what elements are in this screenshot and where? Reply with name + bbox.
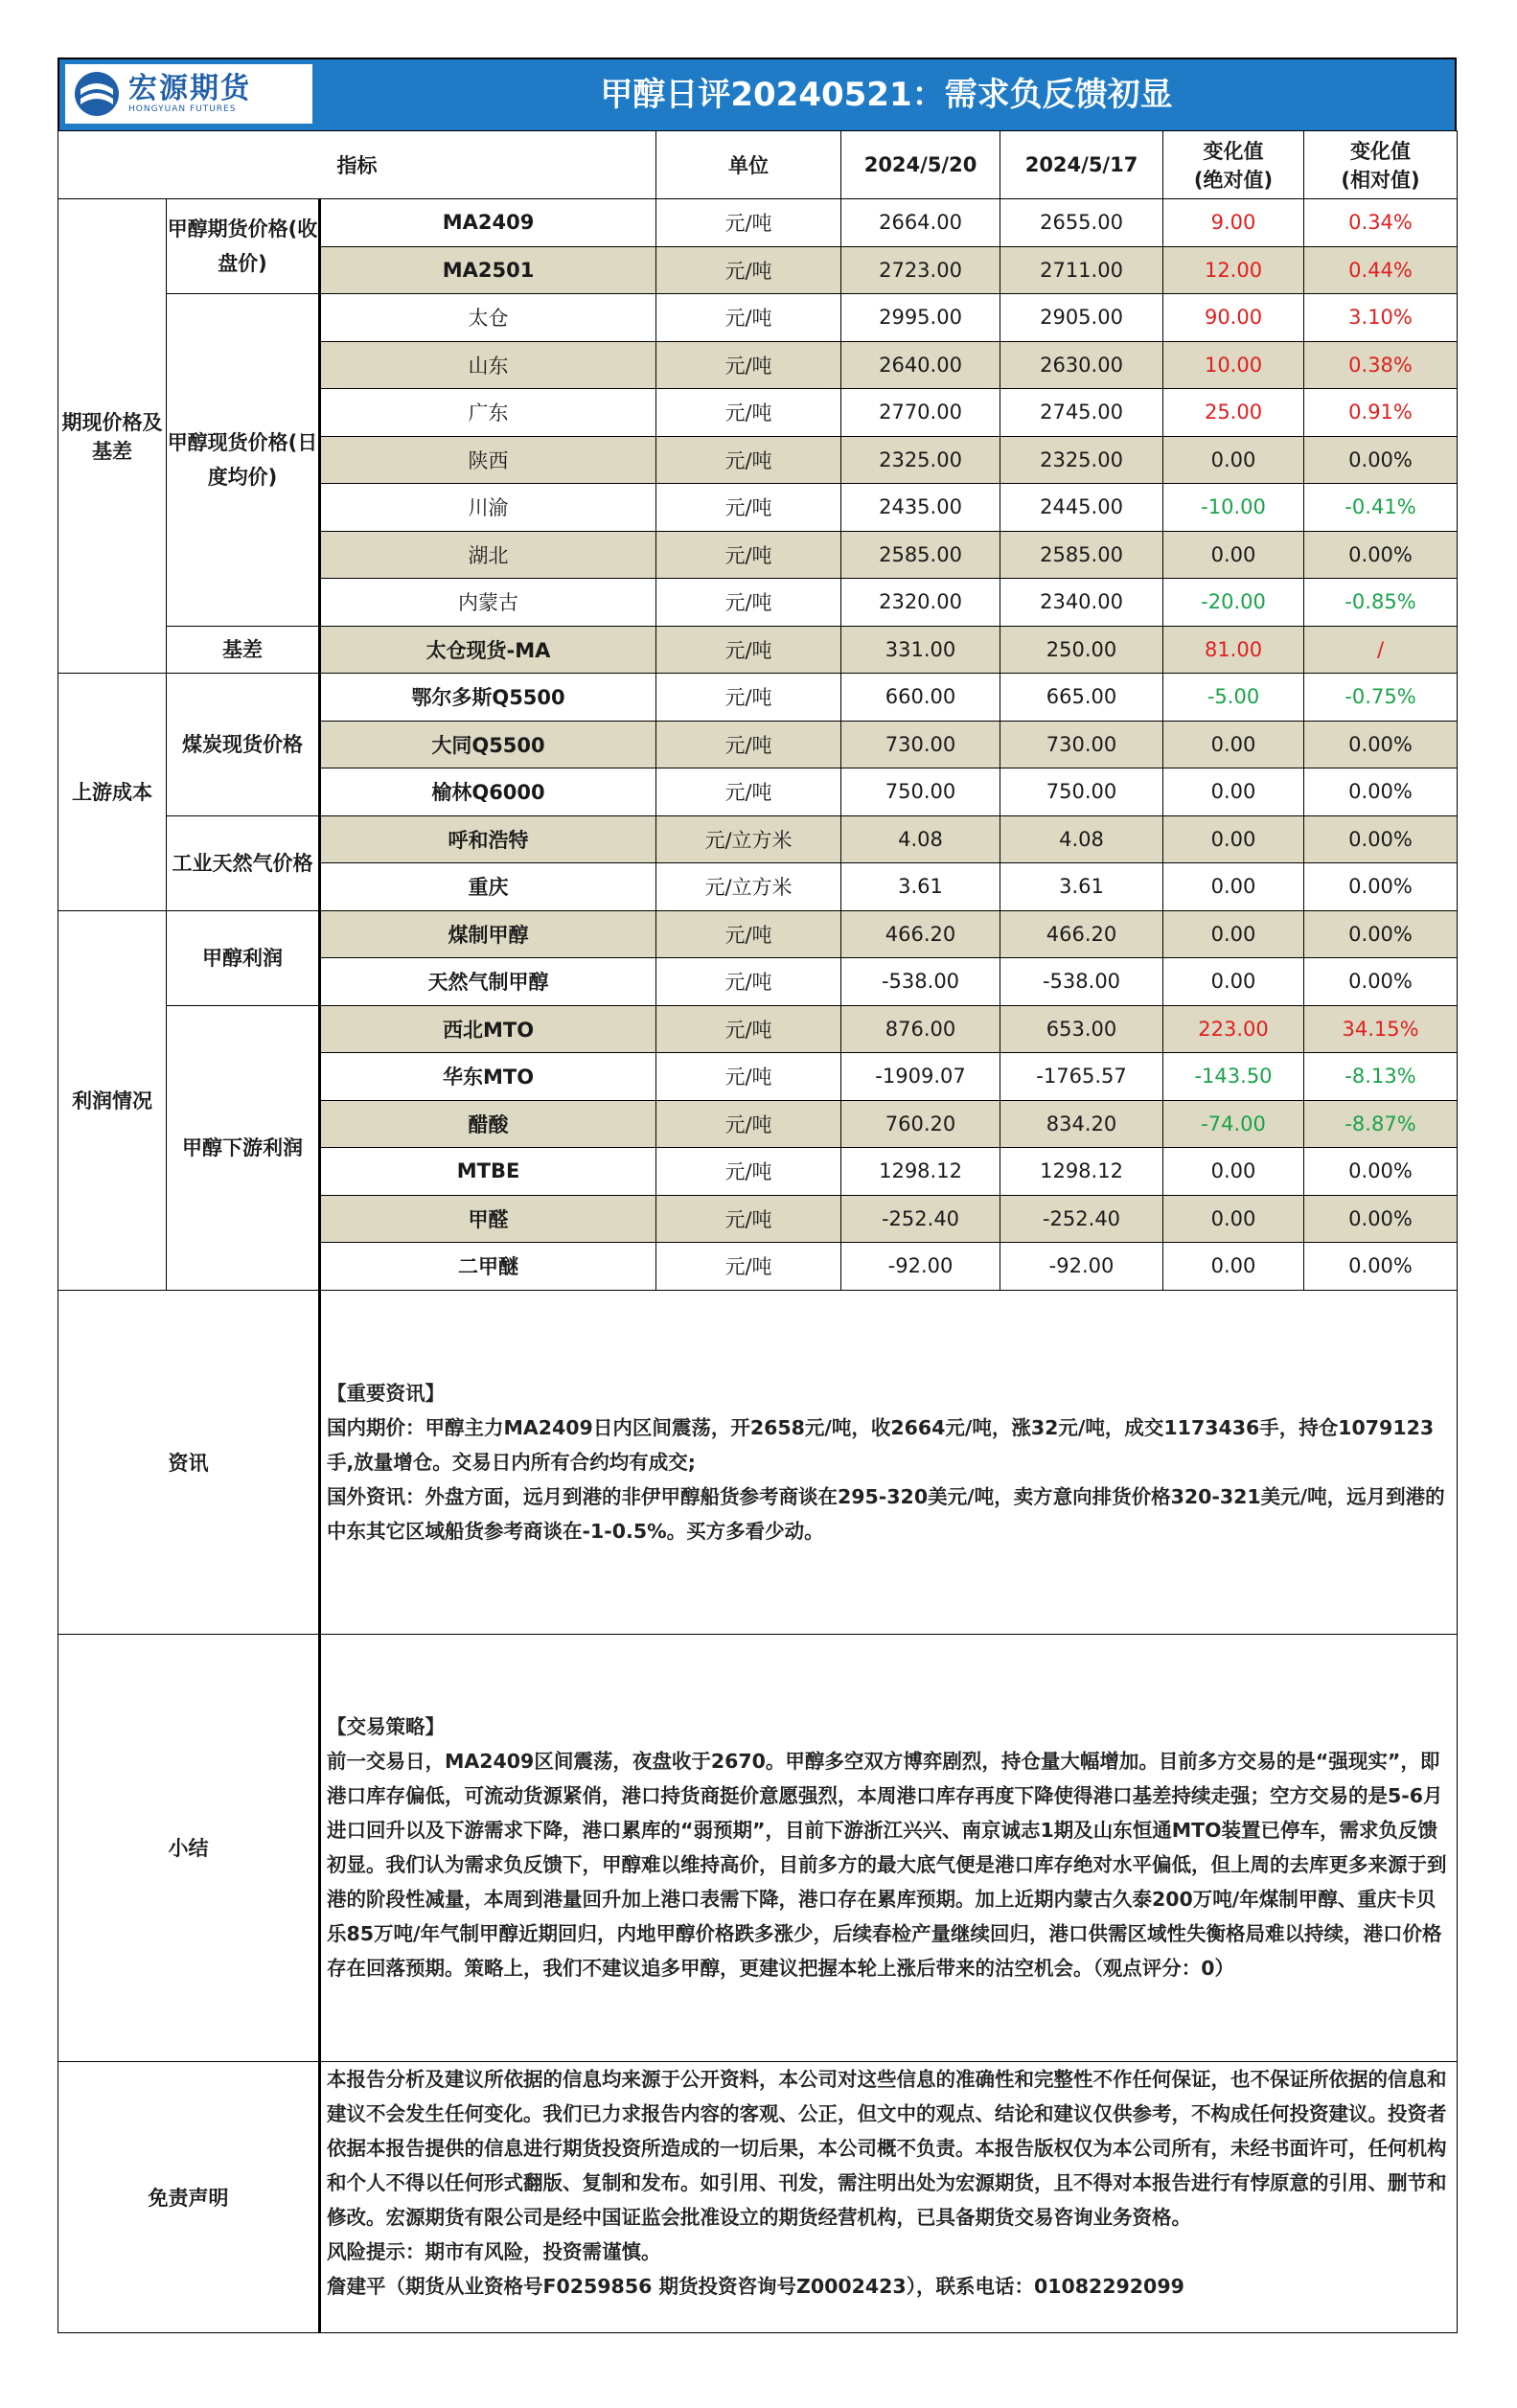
title-bar: [57, 57, 1457, 130]
row-value-current: 2585.00: [841, 531, 1000, 579]
row-change-abs: 0.00: [1163, 1195, 1304, 1243]
row-change-abs: 0.00: [1163, 910, 1304, 958]
row-change-rel: 0.00%: [1304, 815, 1458, 863]
row-value-current: 2320.00: [841, 579, 1000, 627]
row-change-abs: 90.00: [1163, 294, 1304, 342]
news-content: [320, 1290, 1458, 1634]
row-value-current: 1298.12: [841, 1148, 1000, 1196]
group-label: 甲醇下游利润: [167, 1005, 320, 1290]
row-unit: 元/吨: [656, 674, 841, 722]
row-unit: 元/吨: [656, 910, 841, 958]
news-domestic: 国内期价：甲醇主力MA2409日内区间震荡，开2658元/吨，收2664元/吨，涨32元/吨，成交1173436手，持仓1079123手,放量增仓。交易日内所有合约均有成交;: [327, 1415, 1435, 1474]
row-value-previous: 2711.00: [1000, 246, 1163, 294]
row-name: 鄂尔多斯Q5500: [320, 674, 656, 722]
row-unit: 元/吨: [656, 1195, 841, 1243]
row-value-current: 2995.00: [841, 294, 1000, 342]
row-unit: 元/吨: [656, 1005, 841, 1053]
row-value-previous: 3.61: [1000, 863, 1163, 911]
row-change-abs: 12.00: [1163, 246, 1304, 294]
row-unit: 元/吨: [656, 958, 841, 1006]
row-unit: 元/吨: [656, 531, 841, 579]
row-change-rel: 3.10%: [1304, 294, 1458, 342]
header-abs: 变化值 (绝对值): [1163, 131, 1304, 199]
logo-name-cn: 宏源期货: [128, 72, 251, 105]
group-label: 甲醇利润: [167, 910, 320, 1005]
row-unit: 元/立方米: [656, 863, 841, 911]
report-title: 甲醇日评20240521：需求负反馈初显: [600, 76, 1173, 114]
news-overseas: 国外资讯：外盘方面，远月到港的非伊甲醇船货参考商谈在295-320美元/吨，卖方意向排货价格320-321美元/吨，远月到港的中东其它区域船货参考商谈在-1-0.5%。买方多看少动。: [327, 1484, 1445, 1543]
row-change-abs: -74.00: [1163, 1100, 1304, 1148]
row-value-previous: -92.00: [1000, 1243, 1163, 1291]
row-unit: 元/吨: [656, 1243, 841, 1291]
group-label: 煤炭现货价格: [167, 674, 320, 816]
row-unit: 元/吨: [656, 1053, 841, 1101]
row-value-current: 876.00: [841, 1005, 1000, 1053]
row-name: 榆林Q6000: [320, 768, 656, 816]
row-value-previous: 250.00: [1000, 626, 1163, 674]
row-unit: 元/吨: [656, 579, 841, 627]
row-value-current: -538.00: [841, 958, 1000, 1006]
disclaimer-label: 免责声明: [58, 2061, 320, 2332]
row-change-rel: /: [1304, 626, 1458, 674]
row-value-current: 2325.00: [841, 436, 1000, 484]
row-change-abs: 0.00: [1163, 1148, 1304, 1196]
row-value-current: 2640.00: [841, 341, 1000, 389]
report-sheet: [57, 57, 1457, 2333]
row-unit: 元/吨: [656, 389, 841, 437]
row-change-abs: 9.00: [1163, 199, 1304, 247]
risk-warning: 风险提示：期市有风险，投资需谨慎。: [327, 2239, 661, 2263]
row-name: MA2501: [320, 246, 656, 294]
header-date2: 2024/5/17: [1000, 131, 1163, 199]
table-row: [58, 199, 1458, 247]
row-name: 重庆: [320, 863, 656, 911]
row-name: 山东: [320, 341, 656, 389]
row-value-previous: 466.20: [1000, 910, 1163, 958]
table-row: [58, 815, 1458, 863]
logo-mark-icon: [73, 70, 121, 118]
table-row: [58, 1005, 1458, 1053]
row-change-rel: 0.38%: [1304, 341, 1458, 389]
table-row: [58, 294, 1458, 342]
row-value-current: 2770.00: [841, 389, 1000, 437]
row-value-previous: 750.00: [1000, 768, 1163, 816]
row-change-rel: 0.34%: [1304, 199, 1458, 247]
row-change-abs: 25.00: [1163, 389, 1304, 437]
row-change-abs: -143.50: [1163, 1053, 1304, 1101]
row-value-current: 3.61: [841, 863, 1000, 911]
row-unit: 元/吨: [656, 626, 841, 674]
row-change-rel: 0.91%: [1304, 389, 1458, 437]
row-value-previous: 2655.00: [1000, 199, 1163, 247]
disclaimer-content: [320, 2061, 1458, 2332]
row-value-previous: 2340.00: [1000, 579, 1163, 627]
row-name: 甲醛: [320, 1195, 656, 1243]
header-indicator: 指标: [58, 131, 656, 199]
row-value-previous: 2325.00: [1000, 436, 1163, 484]
author-line: 詹建平（期货从业资格号F0259856 期货投资咨询号Z0002423），联系电话：01082292099: [327, 2274, 1184, 2298]
header-unit: 单位: [656, 131, 841, 199]
group-label: 甲醇期货价格(收盘价): [167, 199, 320, 294]
row-name: MTBE: [320, 1148, 656, 1196]
row-name: 陕西: [320, 436, 656, 484]
summary-heading: 【交易策略】: [327, 1715, 445, 1738]
row-change-rel: 0.00%: [1304, 1243, 1458, 1291]
row-change-rel: 0.44%: [1304, 246, 1458, 294]
row-change-rel: 0.00%: [1304, 958, 1458, 1006]
row-unit: 元/吨: [656, 246, 841, 294]
row-name: 天然气制甲醇: [320, 958, 656, 1006]
row-value-current: 660.00: [841, 674, 1000, 722]
data-table: [57, 130, 1458, 2333]
row-value-current: 466.20: [841, 910, 1000, 958]
row-unit: 元/立方米: [656, 815, 841, 863]
header-date1: 2024/5/20: [841, 131, 1000, 199]
row-unit: 元/吨: [656, 1148, 841, 1196]
row-value-current: 760.20: [841, 1100, 1000, 1148]
row-change-abs: 0.00: [1163, 1243, 1304, 1291]
row-value-previous: 2745.00: [1000, 389, 1163, 437]
row-change-abs: 0.00: [1163, 436, 1304, 484]
row-value-current: 2723.00: [841, 246, 1000, 294]
table-header: [58, 131, 1458, 199]
row-change-abs: 0.00: [1163, 815, 1304, 863]
row-change-rel: -0.41%: [1304, 484, 1458, 532]
row-name: 太仓现货-MA: [320, 626, 656, 674]
section-label: 上游成本: [58, 674, 167, 911]
row-change-abs: 0.00: [1163, 958, 1304, 1006]
news-heading: 【重要资讯】: [327, 1381, 445, 1405]
company-logo: [65, 64, 312, 124]
row-name: 西北MTO: [320, 1005, 656, 1053]
row-change-rel: 0.00%: [1304, 910, 1458, 958]
row-change-rel: -8.87%: [1304, 1100, 1458, 1148]
row-unit: 元/吨: [656, 484, 841, 532]
row-change-rel: 0.00%: [1304, 436, 1458, 484]
summary-content: [320, 1634, 1458, 2061]
row-unit: 元/吨: [656, 341, 841, 389]
row-name: 煤制甲醇: [320, 910, 656, 958]
disclaimer-body: 本报告分析及建议所依据的信息均来源于公开资料，本公司对这些信息的准确性和完整性不作任何保证，也不保证所依据的信息和建议不会发生任何变化。我们已力求报告内容的客观、公正，但文中的观点、结论和建议仅供参考，不构成任何投资建议。投资者依据本报告提供的信息进行期货投资所造成的一切后果，本公司概不负责。本报告版权仅为本公司所有，未经书面许可，任何机构和个人不得以任何形式翻版、复制和发布。如引用、刊发，需注明出处为宏源期货，且不得对本报告进行有悖原意的引用、删节和修改。宏源期货有限公司是经中国证监会批准设立的期货经营机构，已具备期货交易咨询业务资格。: [327, 2067, 1447, 2229]
header-rel: 变化值 (相对值): [1304, 131, 1458, 199]
row-name: 川渝: [320, 484, 656, 532]
row-change-rel: 0.00%: [1304, 1148, 1458, 1196]
row-unit: 元/吨: [656, 199, 841, 247]
row-unit: 元/吨: [656, 436, 841, 484]
logo-name-en: HONGYUAN FUTURES: [128, 104, 237, 114]
row-unit: 元/吨: [656, 1100, 841, 1148]
row-value-previous: 653.00: [1000, 1005, 1163, 1053]
row-change-abs: 223.00: [1163, 1005, 1304, 1053]
row-change-abs: 0.00: [1163, 768, 1304, 816]
row-change-abs: -10.00: [1163, 484, 1304, 532]
row-name: 华东MTO: [320, 1053, 656, 1101]
row-change-rel: 34.15%: [1304, 1005, 1458, 1053]
row-change-abs: 10.00: [1163, 341, 1304, 389]
row-value-previous: -1765.57: [1000, 1053, 1163, 1101]
row-unit: 元/吨: [656, 768, 841, 816]
row-value-current: 730.00: [841, 721, 1000, 768]
row-name: 太仓: [320, 294, 656, 342]
section-label: 期现价格及基差: [58, 199, 167, 674]
news-row: [58, 1290, 1458, 1634]
row-value-previous: 1298.12: [1000, 1148, 1163, 1196]
row-change-abs: -20.00: [1163, 579, 1304, 627]
row-value-current: 2664.00: [841, 199, 1000, 247]
row-unit: 元/吨: [656, 294, 841, 342]
news-label: 资讯: [58, 1290, 320, 1634]
row-change-abs: -5.00: [1163, 674, 1304, 722]
row-value-previous: 2630.00: [1000, 341, 1163, 389]
row-value-current: 750.00: [841, 768, 1000, 816]
row-value-current: -1909.07: [841, 1053, 1000, 1101]
row-value-current: 4.08: [841, 815, 1000, 863]
row-value-current: 331.00: [841, 626, 1000, 674]
row-change-abs: 0.00: [1163, 531, 1304, 579]
table-row: [58, 910, 1458, 958]
row-value-previous: 665.00: [1000, 674, 1163, 722]
row-value-previous: 4.08: [1000, 815, 1163, 863]
row-value-previous: 2905.00: [1000, 294, 1163, 342]
group-label: 工业天然气价格: [167, 815, 320, 910]
row-change-abs: 0.00: [1163, 721, 1304, 768]
row-change-rel: -0.85%: [1304, 579, 1458, 627]
row-change-rel: 0.00%: [1304, 768, 1458, 816]
group-label: 甲醇现货价格(日度均价): [167, 294, 320, 627]
section-label: 利润情况: [58, 910, 167, 1290]
row-name: 呼和浩特: [320, 815, 656, 863]
row-value-current: -252.40: [841, 1195, 1000, 1243]
row-name: 广东: [320, 389, 656, 437]
row-unit: 元/吨: [656, 721, 841, 768]
row-name: 醋酸: [320, 1100, 656, 1148]
row-value-previous: 730.00: [1000, 721, 1163, 768]
row-value-previous: -538.00: [1000, 958, 1163, 1006]
row-change-abs: 81.00: [1163, 626, 1304, 674]
row-change-rel: 0.00%: [1304, 863, 1458, 911]
row-name: 二甲醚: [320, 1243, 656, 1291]
row-value-previous: -252.40: [1000, 1195, 1163, 1243]
row-value-current: -92.00: [841, 1243, 1000, 1291]
summary-row: [58, 1634, 1458, 2061]
table-row: [58, 626, 1458, 674]
row-change-rel: 0.00%: [1304, 531, 1458, 579]
row-value-previous: 2585.00: [1000, 531, 1163, 579]
group-label: 基差: [167, 626, 320, 674]
row-value-previous: 834.20: [1000, 1100, 1163, 1148]
row-change-abs: 0.00: [1163, 863, 1304, 911]
disclaimer-row: [58, 2061, 1458, 2332]
row-name: 内蒙古: [320, 579, 656, 627]
row-change-rel: -8.13%: [1304, 1053, 1458, 1101]
row-name: 大同Q5500: [320, 721, 656, 768]
table-row: [58, 674, 1458, 722]
row-change-rel: -0.75%: [1304, 674, 1458, 722]
row-change-rel: 0.00%: [1304, 721, 1458, 768]
summary-label: 小结: [58, 1634, 320, 2061]
row-value-current: 2435.00: [841, 484, 1000, 532]
row-value-previous: 2445.00: [1000, 484, 1163, 532]
row-change-rel: 0.00%: [1304, 1195, 1458, 1243]
row-name: 湖北: [320, 531, 656, 579]
summary-body: 前一交易日，MA2409区间震荡，夜盘收于2670。甲醇多空双方博弈剧烈，持仓量大幅增加。目前多方交易的是“强现实”，即港口库存偏低，可流动货源紧俏，港口持货商挺价意愿强烈，本周港口库存再度下降使得港口基差持续走强；空方交易的是5-6月进口回升以及下游需求下降，港口累库的“弱预期”，目前下游浙江兴兴、南京诚志1期及山东恒通MTO装置已停车，需求负反馈初显。我们认为需求负反馈下，甲醇难以维持高价，目前多方的最大底气便是港口库存绝对水平偏低，但上周的去库更多来源于到港的阶段性减量，本周到港量回升加上港口表需下降，港口存在累库预期。加上近期内蒙古久泰200万吨/年煤制甲醇、重庆卡贝乐85万吨/年气制甲醇近期回归，内地甲醇价格跌多涨少，后续春检产量继续回归，港口供需区域性失衡格局难以持续，港口价格存在回落预期。策略上，我们不建议追多甲醇，更建议把握本轮上涨后带来的沽空机会。（观点评分：0）: [327, 1750, 1447, 1980]
row-name: MA2409: [320, 199, 656, 247]
